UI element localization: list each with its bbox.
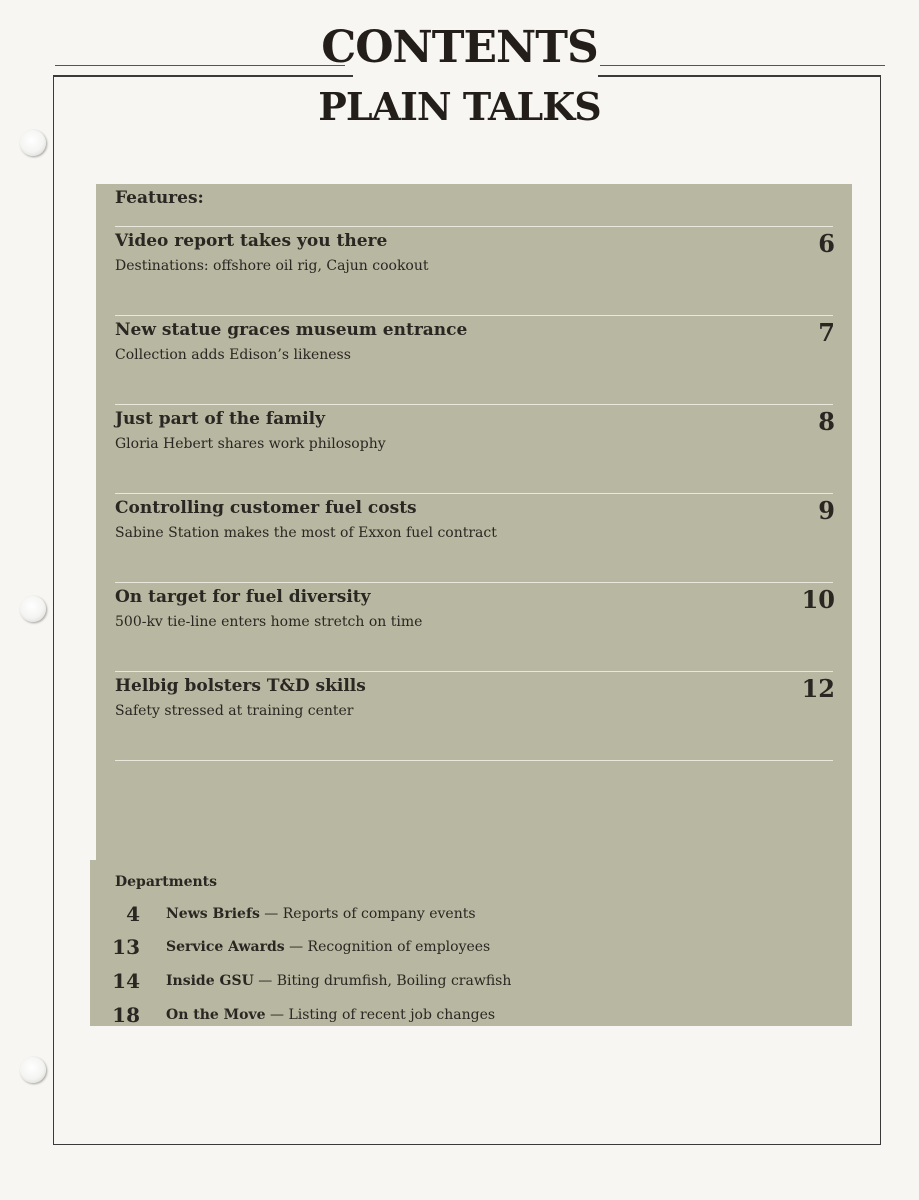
department-page-number: 14 xyxy=(112,969,140,993)
feature-item[interactable] xyxy=(115,676,835,719)
feature-title: Video report takes you there xyxy=(115,231,388,251)
binder-hole-bottom xyxy=(20,1057,46,1083)
department-separator: — xyxy=(253,973,277,989)
feature-divider xyxy=(115,671,833,672)
feature-divider xyxy=(115,404,833,405)
feature-page-number: 9 xyxy=(818,496,835,525)
feature-page-number: 8 xyxy=(818,407,835,436)
feature-item[interactable] xyxy=(115,409,835,452)
department-separator: — xyxy=(265,1007,289,1023)
department-description: Listing of recent job changes xyxy=(288,1007,496,1023)
contents-panel-edge xyxy=(90,860,102,1026)
feature-title: On target for fuel diversity xyxy=(115,587,371,607)
binder-hole-middle xyxy=(20,596,46,622)
department-separator: — xyxy=(284,939,308,955)
feature-title: Helbig bolsters T&D skills xyxy=(115,676,366,696)
department-name: Inside GSU xyxy=(166,973,254,989)
departments-heading: Departments xyxy=(115,874,217,890)
feature-title: Just part of the family xyxy=(115,409,326,429)
department-page-number: 4 xyxy=(126,902,140,926)
department-description: Recognition of employees xyxy=(307,939,491,955)
feature-item[interactable] xyxy=(115,498,835,541)
feature-divider xyxy=(115,582,833,583)
department-name: Service Awards xyxy=(166,939,285,955)
department-separator: — xyxy=(259,906,283,922)
feature-title: Controlling customer fuel costs xyxy=(115,498,417,518)
department-name: On the Move xyxy=(166,1007,266,1023)
publication-title: PLAIN TALKS xyxy=(318,84,601,129)
feature-item[interactable] xyxy=(115,231,835,274)
department-description: Biting drumfish, Boiling crawfish xyxy=(276,973,512,989)
feature-subtitle: Collection adds Edison’s likeness xyxy=(115,347,351,363)
page-title: CONTENTS xyxy=(321,22,598,73)
department-page-number: 13 xyxy=(112,935,140,959)
feature-divider xyxy=(115,493,833,494)
department-description: Reports of company events xyxy=(282,906,476,922)
feature-divider xyxy=(115,760,833,761)
feature-page-number: 7 xyxy=(818,318,835,347)
feature-item[interactable] xyxy=(115,587,835,630)
binder-hole-top xyxy=(20,130,46,156)
feature-subtitle: Sabine Station makes the most of Exxon fuel contract xyxy=(115,525,497,541)
feature-subtitle: 500-kv tie-line enters home stretch on time xyxy=(115,614,423,630)
feature-page-number: 6 xyxy=(818,229,835,258)
department-name: News Briefs xyxy=(166,906,260,922)
feature-page-number: 12 xyxy=(801,674,835,703)
feature-item[interactable] xyxy=(115,320,835,363)
department-page-number: 18 xyxy=(112,1003,140,1027)
feature-divider xyxy=(115,226,833,227)
feature-page-number: 10 xyxy=(801,585,835,614)
feature-subtitle: Safety stressed at training center xyxy=(115,703,354,719)
feature-divider xyxy=(115,315,833,316)
feature-subtitle: Gloria Hebert shares work philosophy xyxy=(115,436,386,452)
features-heading: Features: xyxy=(115,188,204,208)
feature-subtitle: Destinations: offshore oil rig, Cajun cookout xyxy=(115,258,429,274)
feature-title: New statue graces museum entrance xyxy=(115,320,468,340)
